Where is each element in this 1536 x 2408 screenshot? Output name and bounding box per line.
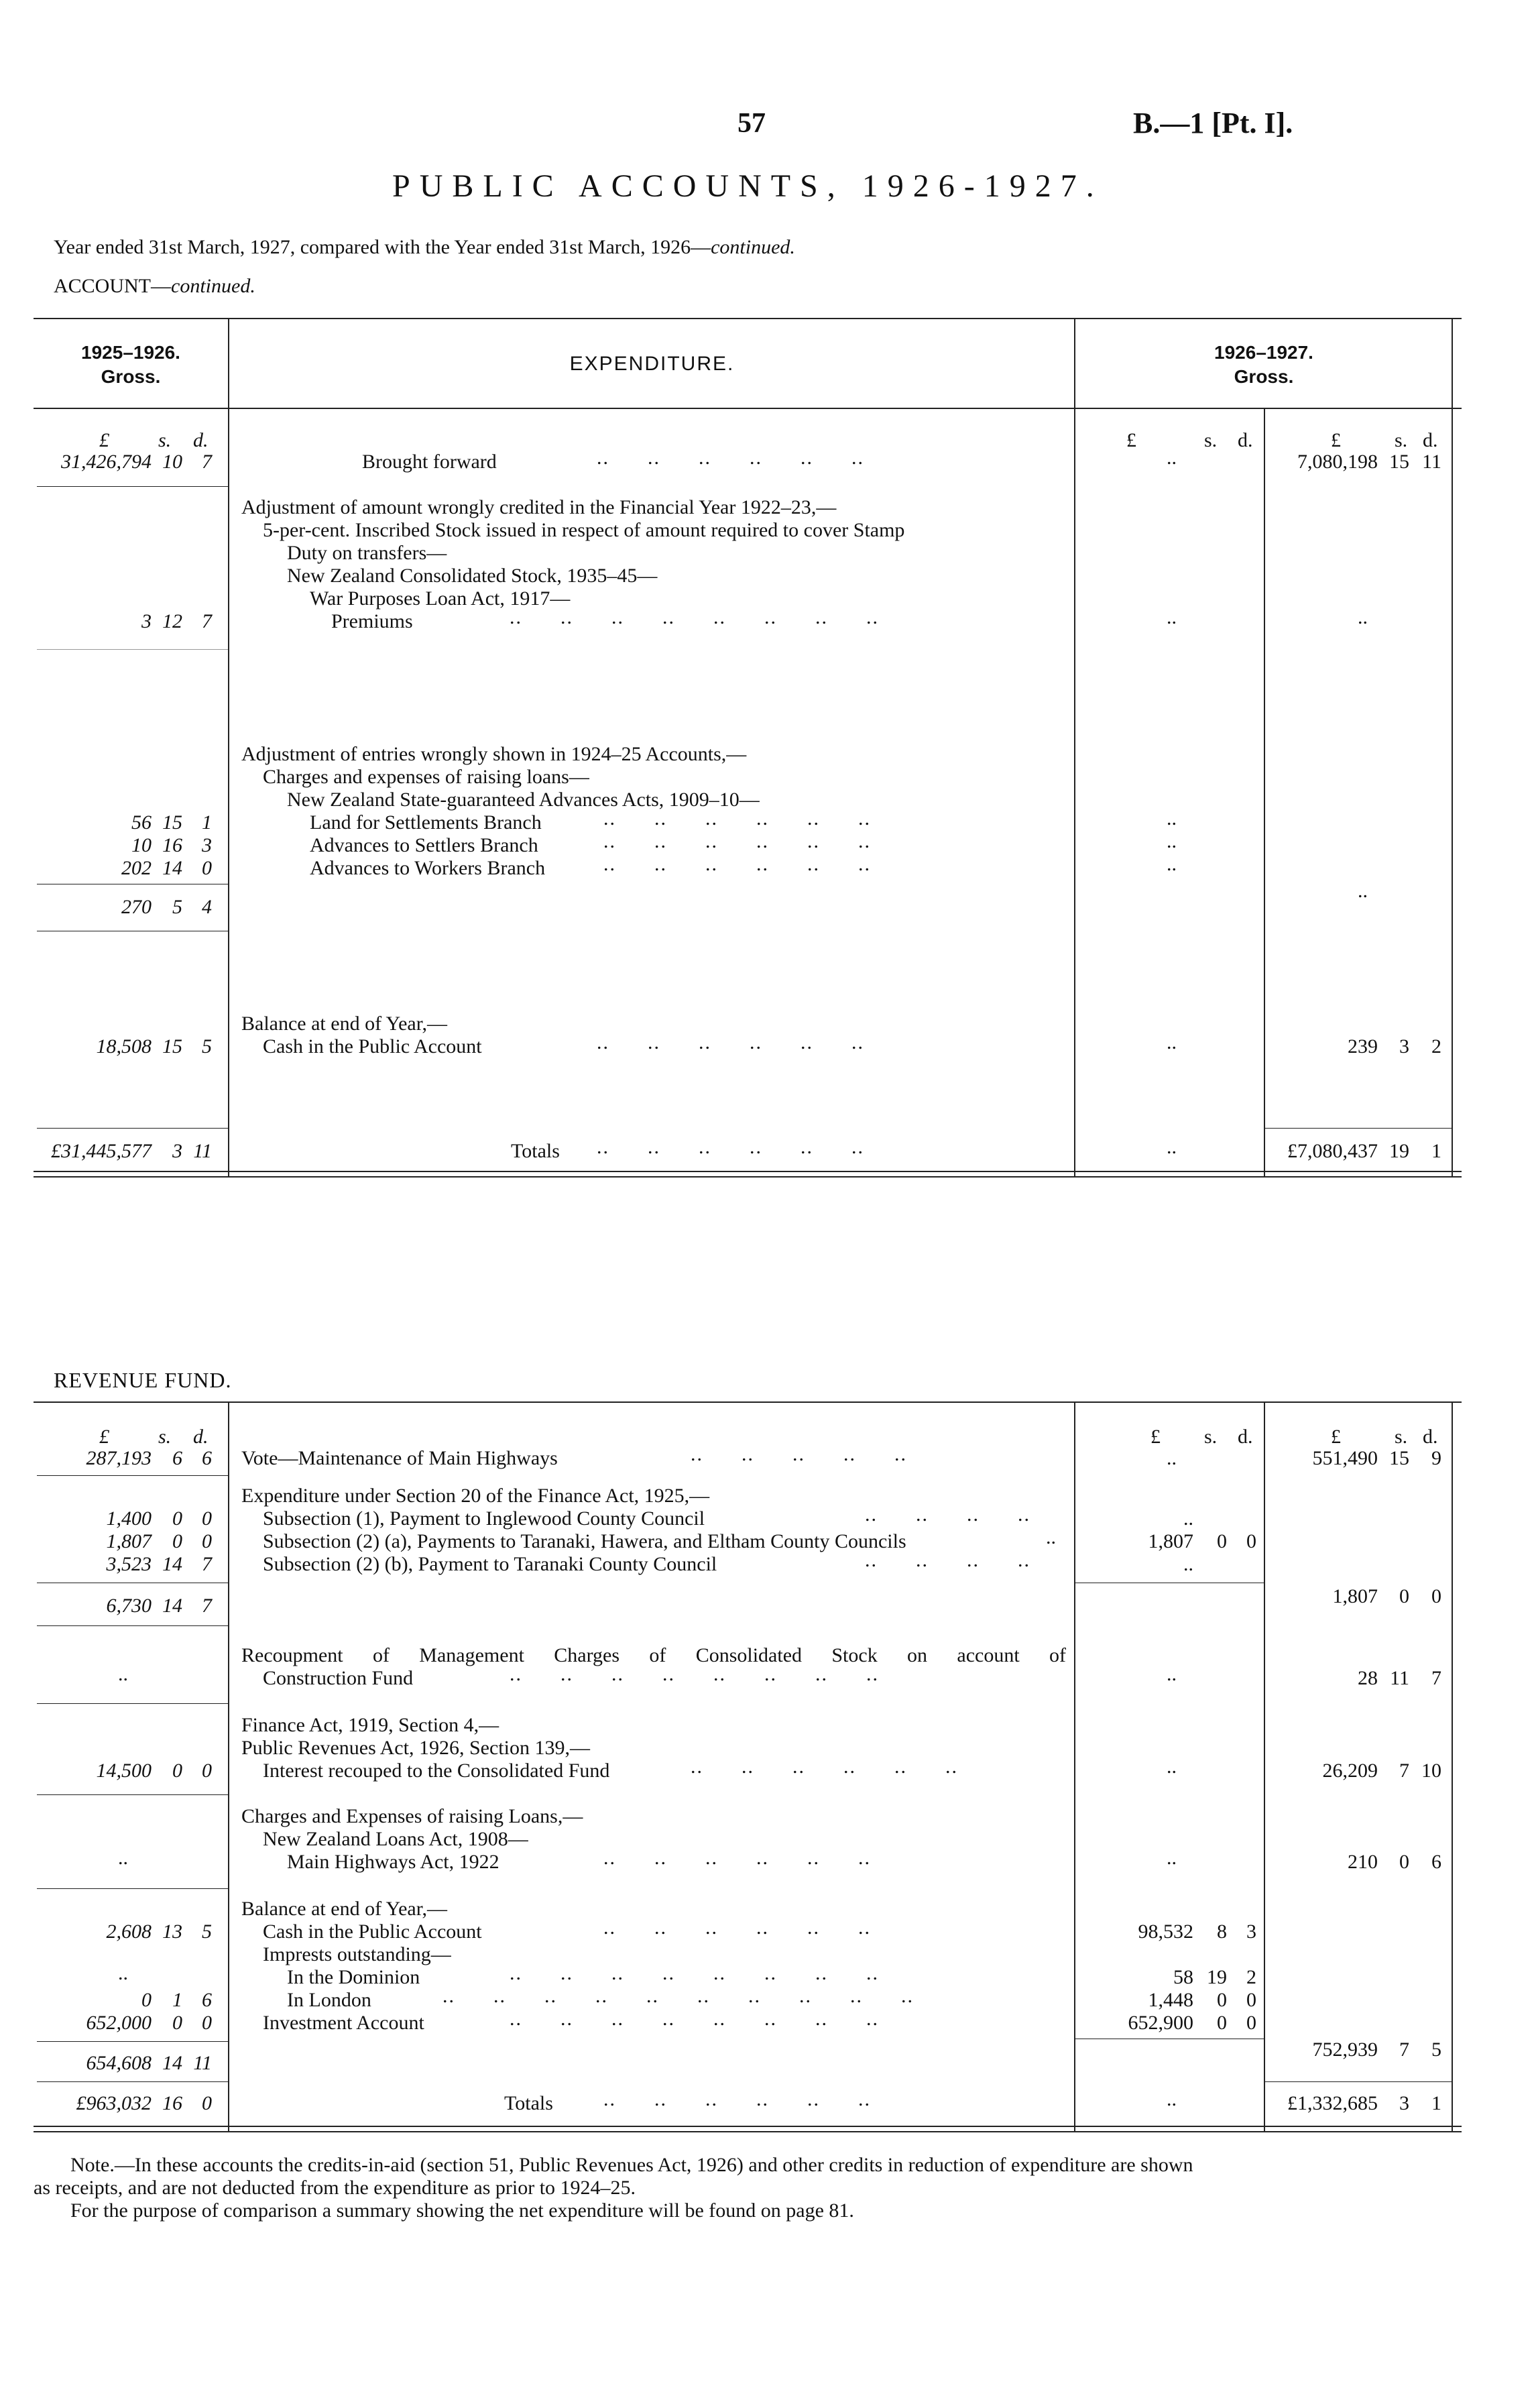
t1-totals-prev-shillings: 3 [172,1140,182,1162]
t1-bottom-rule-2 [34,1176,1462,1178]
t2-bal-total-pounds: 654,608 [86,2052,152,2074]
t2-charges-cur-shillings: 0 [1399,1851,1409,1873]
t2-fin3-mid-pounds: .. [1183,1553,1193,1575]
t2-fin3-shillings: 14 [162,1553,182,1575]
t2-interest-cur-pence: 10 [1421,1760,1441,1782]
t2-bal-total-shillings: 14 [162,2052,182,2074]
t2-fin1-shillings: 0 [172,1507,182,1530]
t1-land-label: Land for Settlements Branch [310,811,542,834]
t2-bal-total-pence: 11 [193,2052,212,2074]
t2-totals-mid: .. [1167,2088,1177,2110]
t2-totals-cur-pence: 1 [1431,2092,1441,2114]
t1-balance-cur-shillings: 3 [1399,1035,1409,1057]
t2-bal-invest-mid-pounds: 652,900 [1128,2012,1193,2034]
footnote-line-1: Note.—In these accounts the credits-in-aid (section 51, Public Revenues Act, 1926) and other credits in reduction of expenditure are shown [70,2154,1193,2176]
t2-unit-left-s: s. [158,1426,172,1448]
t2-fin2-label: Subsection (2) (a), Payments to Taranaki, Hawera, and Eltham County Councils [263,1530,906,1552]
t1-adj2-line-2: Charges and expenses of raising loans— [263,766,589,788]
t2-fin2-mid-pence: 0 [1246,1530,1256,1552]
t1-adj2-total-pence: 4 [202,896,212,918]
t1-workers-leaders: .. .. .. .. .. .. [603,853,871,875]
t1-bottom-rule-1 [34,1171,1462,1172]
t1-premiums-leaders: .. .. .. .. .. .. .. .. [510,606,879,628]
t2-vote-mid: .. [1167,1447,1177,1469]
t2-bal-dominion-label: In the Dominion [287,1966,420,1988]
t1-totals-cur-shillings: 19 [1389,1140,1409,1162]
t2-vote-label: Vote—Maintenance of Main Highways [241,1447,558,1469]
t1-balance-cur-pounds: 239 [1348,1035,1378,1057]
revenue-fund-title: REVENUE FUND. [54,1368,232,1392]
t2-interest-prev-pence: 0 [202,1760,212,1782]
page-number: 57 [737,108,766,139]
t1-settlers-mid: .. [1167,830,1177,852]
t2-fin-total-pounds: 6,730 [106,1595,152,1617]
t1-header-prev-year: 1925–1926. [81,342,180,363]
t1-top-rule [34,318,1462,319]
t2-unit-left-d: d. [193,1426,209,1448]
t1-totals-prev-pounds: £31,445,577 [51,1140,152,1162]
t2-bal-london-mid-shillings: 0 [1217,1989,1227,2011]
t2-bal-invest-label: Investment Account [263,2012,424,2034]
t2-totals-cur-pounds: £1,332,685 [1287,2092,1378,2114]
t2-bal-dominion-leaders: .. .. .. .. .. .. .. .. [510,1962,879,1984]
t2-vote-cur-shillings: 15 [1389,1447,1409,1469]
t2-bal-invest-mid-pence: 0 [1246,2012,1256,2034]
t2-bal-cash-mid-pounds: 98,532 [1138,1920,1193,1943]
subtitle-text: Year ended 31st March, 1927, compared with the Year ended 31st March, 1926— [54,236,711,258]
t2-bal-subtotal-rule-right [1264,2081,1452,2082]
t2-recoup-cur-shillings: 11 [1390,1667,1409,1689]
t2-fin-head: Expenditure under Section 20 of the Finance Act, 1925,— [241,1485,710,1507]
t1-premiums-prev-pence: 7 [202,610,212,632]
t2-bal-total-cur-shillings: 7 [1399,2039,1409,2061]
t2-fin-total-pence: 7 [202,1595,212,1617]
t1-settlers-pence: 3 [202,834,212,856]
t2-charges-prev: .. [118,1847,128,1869]
t2-recoup-cur-pence: 7 [1431,1667,1441,1689]
t2-col-rule-3 [1264,1401,1265,2132]
t1-workers-mid: .. [1167,853,1177,875]
t1-adj1-line-4: New Zealand Consolidated Stock, 1935–45— [287,565,658,587]
t2-charges-line-1: Charges and Expenses of raising Loans,— [241,1805,583,1827]
t2-bal-london-mid-pence: 0 [1246,1989,1256,2011]
t2-totals-prev-shillings: 16 [162,2092,182,2114]
t2-recoup-line-1: Recoupment of Management Charges of Consolidated Stock on account of [241,1644,1066,1666]
t1-settlers-shillings: 16 [162,834,182,856]
t1-adj1-line-1: Adjustment of amount wrongly credited in the Financial Year 1922–23,— [241,496,837,518]
t1-totals-leaders: .. .. .. .. .. .. [597,1136,864,1158]
t1-bf-label: Brought forward [362,451,497,473]
t1-workers-label: Advances to Workers Branch [310,857,546,879]
page-title: PUBLIC ACCOUNTS, 1926-1927. [392,168,1104,204]
t2-unit-left-l: £ [99,1426,109,1448]
t1-unit-right-d: d. [1423,429,1438,451]
t2-unit-mid-s: s. [1204,1426,1218,1448]
t2-fin2-pence: 0 [202,1530,212,1552]
t1-bf-rule [37,486,228,487]
t2-interest-leaders: .. .. .. .. .. .. [691,1756,958,1778]
t1-unit-left-d: d. [193,429,209,451]
t1-col-rule-3 [1264,408,1265,1176]
t2-bal-cash-prev-pounds: 2,608 [106,1920,152,1943]
t1-workers-pounds: 202 [121,857,152,879]
t2-unit-right-s: s. [1395,1426,1408,1448]
account-label [54,275,255,298]
t1-land-pence: 1 [202,811,212,834]
t2-interest-cur-shillings: 7 [1399,1760,1409,1782]
t1-settlers-pounds: 10 [131,834,152,856]
t1-settlers-label: Advances to Settlers Branch [310,834,538,856]
t2-col-rule-1 [228,1401,229,2132]
t1-unit-right-s: s. [1395,429,1408,451]
t2-fin1-pounds: 1,400 [106,1507,152,1530]
t2-totals-prev-pence: 0 [202,2092,212,2114]
footnote-line-2: as receipts, and are not deducted from the expenditure as prior to 1924–25. [34,2177,636,2199]
t2-bal-cash-prev-shillings: 13 [162,1920,182,1943]
t1-adj2-line-1: Adjustment of entries wrongly shown in 1924–25 Accounts,— [241,743,747,765]
t1-premiums-label: Premiums [331,610,413,632]
t1-balance-prev-shillings: 15 [162,1035,182,1057]
t2-fin3-label: Subsection (2) (b), Payment to Taranaki County Council [263,1553,717,1575]
t2-bottom-rule-1 [34,2126,1462,2127]
account-text: ACCOUNT— [54,275,172,297]
t1-totals-label: Totals [511,1140,560,1162]
t1-unit-right-l: £ [1331,429,1341,451]
t2-unit-mid-l: £ [1150,1426,1161,1448]
t1-header-cur-year: 1926–1927. [1214,342,1313,363]
t2-recoup-cur-pounds: 28 [1358,1667,1378,1689]
t1-premiums-prev-pounds: 3 [141,610,152,632]
t2-interest-line-3: Interest recouped to the Consolidated Fund [263,1760,610,1782]
t2-bal-london-leaders: .. .. .. .. .. .. .. .. .. .. [442,1985,914,2007]
t2-interest-line-2: Public Revenues Act, 1926, Section 139,— [241,1737,590,1759]
t2-vote-cur-pence: 9 [1431,1447,1441,1469]
t2-fin1-mid-pounds: .. [1183,1507,1193,1530]
t2-charges-line-2: New Zealand Loans Act, 1908— [263,1828,528,1850]
t2-bal-london-label: In London [287,1989,371,2011]
t2-bal-subtotal-rule [37,2081,228,2082]
t1-adj2-total-pounds: 270 [121,896,152,918]
t2-totals-leaders: .. .. .. .. .. .. [603,2088,871,2110]
t1-adj1-rule [37,649,228,650]
t2-fin2-shillings: 0 [172,1530,182,1552]
t1-bf-cur-shillings: 15 [1389,451,1409,473]
t1-premiums-mid: .. [1167,606,1177,628]
t1-unit-left-s: s. [158,429,172,451]
t2-fin1-pence: 0 [202,1507,212,1530]
subtitle-continued: continued. [711,236,795,258]
t2-bal-dominion-mid-pounds: 58 [1173,1966,1193,1988]
t2-bal-dominion-mid-pence: 2 [1246,1966,1256,1988]
t1-bf-leaders: .. .. .. .. .. .. [597,447,864,469]
t2-imprests-head: Imprests outstanding— [263,1943,451,1965]
t2-interest-mid: .. [1167,1756,1177,1778]
t1-settlers-leaders: .. .. .. .. .. .. [603,830,871,852]
t1-land-leaders: .. .. .. .. .. .. [603,807,871,829]
t2-bal-london-mid-pounds: 1,448 [1148,1989,1193,2011]
t1-header-cur-gross: Gross. [1234,366,1294,387]
t2-fin-total-cur-shillings: 0 [1399,1585,1409,1607]
t1-balance-cur-pence: 2 [1431,1035,1441,1057]
t1-land-shillings: 15 [162,811,182,834]
t2-fin3-pence: 7 [202,1553,212,1575]
t1-bf-prev-pounds: 31,426,794 [61,451,152,473]
t1-balance-prev-pence: 5 [202,1035,212,1057]
page-subtitle [54,236,795,259]
t2-vote-prev-pounds: 287,193 [86,1447,152,1469]
t2-interest-line-1: Finance Act, 1919, Section 4,— [241,1714,499,1736]
t1-adj2-total-shillings: 5 [172,896,182,918]
t2-recoup-mid: .. [1167,1663,1177,1685]
t2-interest-prev-shillings: 0 [172,1760,182,1782]
t2-unit-right-l: £ [1331,1426,1341,1448]
t2-charges-rule [37,1888,228,1889]
t1-header-rule [34,408,1462,409]
t2-recoup-rule [37,1703,228,1704]
t2-totals-label: Totals [504,2092,553,2114]
t2-recoup-line-2: Construction Fund [263,1667,414,1689]
t1-bf-prev-pence: 7 [202,451,212,473]
t2-bal-london-prev-pounds: 0 [141,1989,152,2011]
t1-balance-rule [37,1128,228,1129]
t1-totals-cur-pence: 1 [1431,1140,1441,1162]
t1-workers-shillings: 14 [162,857,182,879]
t2-vote-prev-shillings: 6 [172,1447,182,1469]
t1-premiums-cur: .. [1358,606,1368,628]
t2-bal-cash-mid-shillings: 8 [1217,1920,1227,1943]
t1-adj2-line-3: New Zealand State-guaranteed Advances Acts, 1909–10— [287,789,760,811]
t2-bal-total-cur-pence: 5 [1431,2039,1441,2061]
t2-col-rule-2 [1074,1401,1075,2132]
t1-adj1-line-3: Duty on transfers— [287,542,447,564]
t1-totals-mid: .. [1167,1136,1177,1158]
t2-fin3-leaders: .. .. .. .. [865,1549,1030,1571]
t2-vote-cur-pounds: 551,490 [1312,1447,1378,1469]
t2-bal-total-cur-pounds: 752,939 [1312,2039,1378,2061]
t2-interest-prev-pounds: 14,500 [96,1760,152,1782]
t1-adj2-total-cur: .. [1358,880,1368,902]
t2-charges-leaders: .. .. .. .. .. .. [603,1847,871,1869]
document-reference: B.—1 [Pt. I]. [1133,107,1293,139]
t1-col-rule-2 [1074,318,1075,1176]
t1-bf-prev-shillings: 10 [162,451,182,473]
t2-fin-total-cur-pounds: 1,807 [1332,1585,1378,1607]
footnote-line-3: For the purpose of comparison a summary showing the net expenditure will be found on page 81. [70,2199,854,2222]
t2-fin2-mid-pounds: 1,807 [1148,1530,1193,1552]
t2-col-rule-4 [1452,1401,1453,2132]
t1-balance-rule-right [1264,1128,1452,1129]
t2-totals-prev-pounds: £963,032 [76,2092,152,2114]
t2-fin-total-cur-pence: 0 [1431,1585,1441,1607]
t2-bal-invest-leaders: .. .. .. .. .. .. .. .. [510,2008,879,2030]
t1-unit-mid-l: £ [1126,429,1136,451]
t2-recoup-prev: .. [118,1663,128,1685]
t1-totals-cur-pounds: £7,080,437 [1287,1140,1378,1162]
t1-header-prev-gross: Gross. [101,366,161,387]
t2-bal-cash-prev-pence: 5 [202,1920,212,1943]
t2-charges-cur-pounds: 210 [1348,1851,1378,1873]
t2-fin1-label: Subsection (1), Payment to Inglewood County Council [263,1507,705,1530]
t2-vote-prev-pence: 6 [202,1447,212,1469]
t1-balance-head: Balance at end of Year,— [241,1013,448,1035]
t2-fin3-pounds: 3,523 [106,1553,152,1575]
t2-interest-rule [37,1794,228,1795]
t2-bal-head: Balance at end of Year,— [241,1898,448,1920]
t2-bal-invest-prev-shillings: 0 [172,2012,182,2034]
t1-totals-prev-pence: 11 [193,1140,212,1162]
t1-balance-mid: .. [1167,1031,1177,1053]
t1-col-rule-4 [1452,318,1453,1176]
t2-bal-cash-mid-pence: 3 [1246,1920,1256,1943]
t2-charges-line-3: Main Highways Act, 1922 [287,1851,499,1873]
t2-bottom-rule-2 [34,2131,1462,2132]
t2-bal-invest-mid-shillings: 0 [1217,2012,1227,2034]
t1-unit-left-l: £ [99,429,109,451]
t2-charges-mid: .. [1167,1847,1177,1869]
t2-bal-dominion-mid-shillings: 19 [1207,1966,1227,1988]
t1-land-mid: .. [1167,807,1177,829]
t2-fin-total-shillings: 14 [162,1595,182,1617]
t1-balance-label: Cash in the Public Account [263,1035,482,1057]
t1-unit-mid-d: d. [1238,429,1253,451]
t2-totals-cur-shillings: 3 [1399,2092,1409,2114]
t2-bal-invest-prev-pounds: 652,000 [86,2012,152,2034]
t1-adj1-line-5: War Purposes Loan Act, 1917— [310,587,571,610]
t1-bf-cur-pence: 11 [1422,451,1441,473]
t2-bal-cash-label: Cash in the Public Account [263,1920,482,1943]
t2-bal-invest-prev-pence: 0 [202,2012,212,2034]
t2-bal-london-prev-pence: 6 [202,1989,212,2011]
t2-interest-cur-pounds: 26,209 [1322,1760,1378,1782]
t1-land-pounds: 56 [131,811,152,834]
t1-col-rule-1 [228,318,229,1176]
t2-bal-rule-left [37,2041,228,2042]
account-continued: continued. [171,275,255,297]
t2-fin2-pounds: 1,807 [106,1530,152,1552]
t2-top-rule [34,1401,1462,1403]
t1-workers-pence: 0 [202,857,212,879]
t1-bf-cur-pounds: 7,080,198 [1297,451,1378,473]
t1-balance-prev-pounds: 18,508 [96,1035,152,1057]
t1-bf-mid: .. [1167,447,1177,469]
t1-balance-leaders: .. .. .. .. .. .. [597,1031,864,1053]
t2-recoup-leaders: .. .. .. .. .. .. .. .. [510,1663,879,1685]
t1-adj1-line-2: 5-per-cent. Inscribed Stock issued in respect of amount required to cover Stamp [263,519,905,541]
t2-charges-cur-pence: 6 [1431,1851,1441,1873]
t2-fin-subtotal-rule [37,1625,228,1626]
t2-fin2-leaders: .. [1046,1526,1056,1548]
t2-bal-london-prev-shillings: 1 [172,1989,182,2011]
t2-bal-cash-leaders: .. .. .. .. .. .. [603,1916,871,1939]
t1-header-expenditure: EXPENDITURE. [569,353,735,375]
t2-unit-right-d: d. [1423,1426,1438,1448]
t2-bal-dominion-prev: .. [118,1962,128,1984]
t2-vote-rule [37,1475,228,1476]
t2-fin1-leaders: .. .. .. .. [865,1503,1030,1526]
t2-unit-mid-d: d. [1238,1426,1253,1448]
t1-unit-mid-s: s. [1204,429,1218,451]
t2-fin2-mid-shillings: 0 [1217,1530,1227,1552]
t2-vote-leaders: .. .. .. .. .. [691,1443,907,1465]
t1-premiums-prev-shillings: 12 [162,610,182,632]
